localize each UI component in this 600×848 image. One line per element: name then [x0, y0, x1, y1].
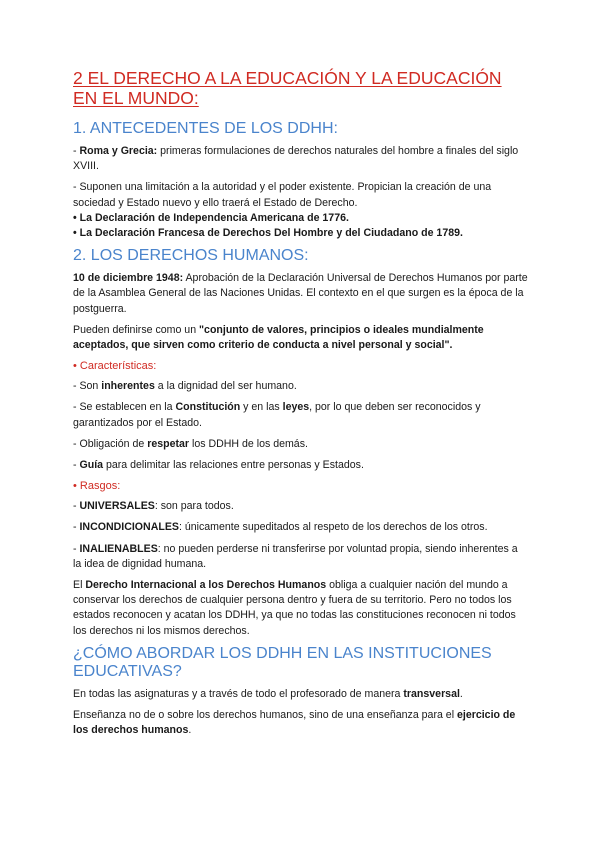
caracteristica-respetar: - Obligación de respetar los DDHH de los demás. [73, 437, 308, 450]
paragraph-derecho-internacional: El Derecho Internacional a los Derechos Humanos obliga a cualquier nación del mundo a conservar los derechos de cualquier persona dentro y fuera de su territorio. Pero no todos los estados reconocen y acatan los DDHH, ya que no todas las constituciones reconocen ni todos los derechos ni los mismos derechos. [73, 579, 516, 637]
rasgo-universales: - UNIVERSALES: son para todos. [73, 500, 234, 513]
paragraph-transversal: En todas las asignaturas y a través de todo el profesorado de manera transversal. [73, 687, 463, 700]
rasgos-label: • Rasgos: [73, 480, 121, 493]
caracteristica-constitucion: - Se establecen en la Constitución y en las leyes, por lo que deben ser reconocidos y garantizados por el Estado. [73, 401, 481, 429]
caracteristica-guia: - Guía para delimitar las relaciones entre personas y Estados. [73, 459, 364, 472]
section-heading-derechos-humanos: 2. LOS DERECHOS HUMANOS: [73, 247, 309, 265]
document-title: 2 EL DERECHO A LA EDUCACIÓN Y LA EDUCACIÓN EN EL MUNDO: [73, 68, 502, 108]
bullet-declaracion-francesa: • La Declaración Francesa de Derechos Del Hombre y del Ciudadano de 1789. [73, 227, 463, 240]
section-heading-antecedentes: 1. ANTECEDENTES DE LOS DDHH: [73, 120, 338, 137]
bullet-declaracion-americana: • La Declaración de Independencia Americana de 1776. [73, 211, 349, 224]
paragraph-ensenanza: Enseñanza no de o sobre los derechos humanos, sino de una enseñanza para el ejercicio de los derechos humanos. [73, 709, 516, 737]
section-heading-instituciones: ¿CÓMO ABORDAR LOS DDHH EN LAS INSTITUCIONES EDUCATIVAS? [73, 644, 492, 680]
paragraph-roma-grecia: - Roma y Grecia: primeras formulaciones de derechos naturales del hombre a finales del siglo XVIII. [73, 145, 519, 173]
rasgo-inalienables: - INALIENABLES: no pueden perderse ni transferirse por voluntad propia, siendo inherentes a la idea de dignidad humana. [73, 542, 518, 570]
paragraph-1948: 10 de diciembre 1948: Aprobación de la Declaración Universal de Derechos Humanos por parte de la Asamblea General de las Naciones Unidas. El contexto en el que surgen es la época de la postguerra. [73, 272, 528, 315]
paragraph-limitacion: - Suponen una limitación a la autoridad y el poder existente. Propician la creación de una sociedad y Estado nuevo y ello traerá el Estado de Derecho. [73, 181, 492, 209]
caracteristica-inherentes: - Son inherentes a la dignidad del ser humano. [73, 380, 297, 393]
document-page [73, 68, 528, 744]
paragraph-definicion: Pueden definirse como un "conjunto de valores, principios o ideales mundialmente aceptados, que sirven como criterio de conducta a nivel personal y social". [73, 323, 484, 352]
rasgo-incondicionales: - INCONDICIONALES: únicamente supeditados al respeto de los derechos de los otros. [73, 521, 488, 534]
caracteristicas-label: • Características: [73, 360, 157, 373]
